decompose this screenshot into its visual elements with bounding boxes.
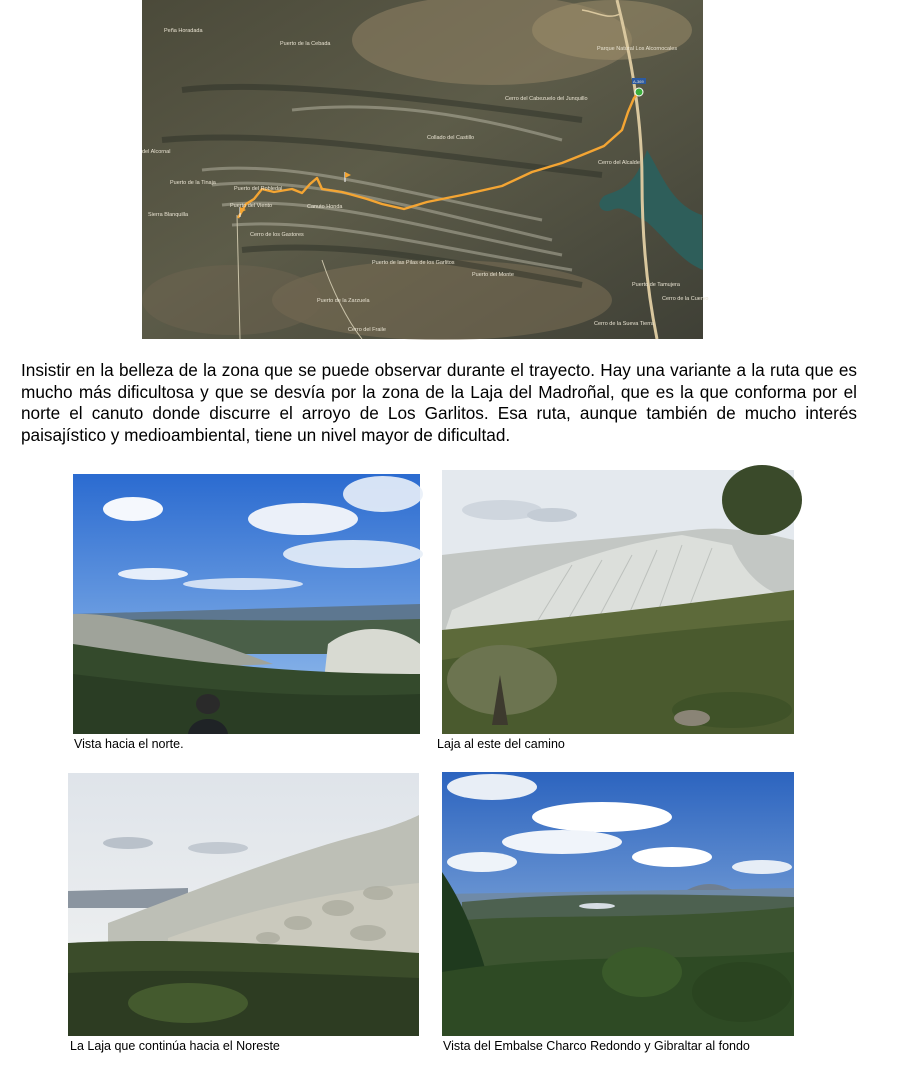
satellite-map-image (142, 0, 709, 339)
map-label: Cerro del Cabezuelo del Junquillo (505, 96, 588, 102)
map-label: Puerto del Viento (230, 203, 273, 209)
photo-caption: Vista hacia el norte. (74, 737, 184, 751)
photo-reservoir-gibraltar (442, 772, 794, 1036)
map-label: Puerto del Robledal (234, 186, 283, 192)
photo-caption: La Laja que continúa hacia el Noreste (70, 1039, 280, 1053)
photo-caption: Vista del Embalse Charco Redondo y Gibraltar al fondo (443, 1039, 750, 1053)
map-label: Collado del Castillo (427, 135, 475, 141)
map-label: Parque Natural Los Alcornocales (597, 46, 678, 52)
map-label: Cerro de la Cuervo (662, 296, 709, 302)
body-paragraph: Insistir en la belleza de la zona que se puede observar durante el trayecto. Hay una variante a la ruta que es mucho más dificultosa y que se desvía por la zona de la Laja del Madroñal, que es la que conforma por el norte el canuto donde discurre el arroyo de Los Garlitos. Esa ruta, aunque también de mucho interés paisajístico y medioambiental, tiene un nivel mayor de dificultad. (21, 360, 857, 445)
map-label: A-369 (633, 79, 644, 84)
map-label: del Alcornal (142, 149, 171, 155)
map-label: Cerro del Fraile (348, 327, 386, 333)
map-label: Puerto de la Zarzuela (317, 298, 370, 304)
map-label: Puerto de la Cebada (280, 41, 331, 47)
photo-laja-east (442, 470, 794, 734)
map-label: Sierra Blanquilla (148, 212, 189, 218)
map-label: Puerto del Monte (472, 272, 514, 278)
map-label: Peña Horadada (164, 28, 203, 34)
photo-laja-northeast (68, 773, 419, 1036)
photo-north-view (73, 474, 420, 734)
map-label: Cerro de la Sueva Tierra (594, 321, 654, 327)
map-label: Canuto Honda (307, 204, 343, 210)
map-label: Puerto de las Pilas de los Garlitos (372, 260, 455, 266)
map-label: Puerto de la Tinaja (170, 180, 216, 186)
route-map (142, 0, 709, 339)
map-label: Cerro del Alcalde (598, 160, 640, 166)
map-label: Cerro de los Gastores (250, 232, 304, 238)
photo-caption: Laja al este del camino (437, 737, 565, 751)
map-label: Puerto de Tamujera (632, 282, 680, 288)
